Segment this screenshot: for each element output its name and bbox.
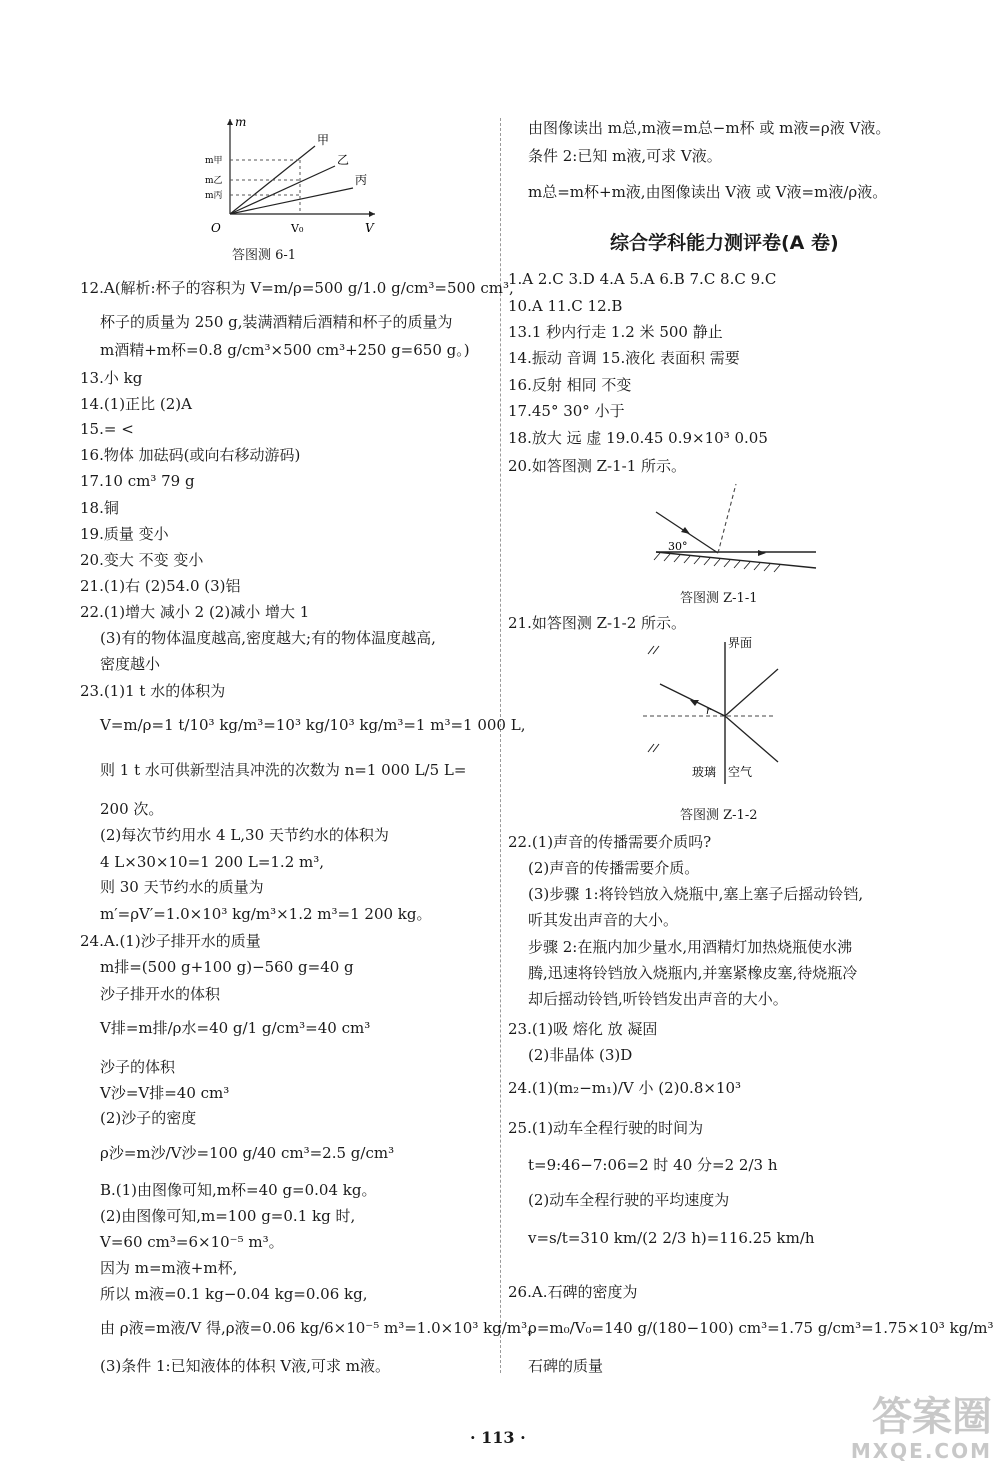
answer-line: 24.A.(1)沙子排开水的质量: [80, 932, 261, 950]
answer-line: 22.(1)增大 减小 2 (2)减小 增大 1: [80, 603, 310, 621]
m-bing-label: m丙: [205, 191, 223, 201]
answer-line: 由 ρ液=m液/V 得,ρ液=0.06 kg/6×10⁻⁵ m³=1.0×10³ kg/m³。: [100, 1319, 543, 1337]
figure-caption-z-1-1: 答图测 Z-1-1: [680, 591, 758, 606]
answer-line: ρ沙=m沙/V沙=100 g/40 cm³=2.5 g/cm³: [100, 1144, 395, 1162]
figure-z-1-1: [626, 482, 836, 574]
answer-line: 22.(1)声音的传播需要介质吗?: [508, 833, 712, 851]
answer-line: (2)沙子的密度: [100, 1109, 197, 1127]
line-bing-label: 丙: [355, 173, 368, 187]
glass-label: 玻璃: [692, 765, 717, 779]
axis-m-label: m: [235, 115, 247, 129]
angle-label: 30°: [668, 540, 688, 553]
answer-line: 沙子排开水的体积: [100, 985, 221, 1003]
answer-line: 则 1 t 水可供新型洁具冲洗的次数为 n=1 000 L/5 L=: [100, 761, 467, 779]
answer-line: 杯子的质量为 250 g,装满酒精后酒精和杯子的质量为: [100, 313, 453, 331]
answer-line: 12.A(解析:杯子的容积为 V=m/ρ=500 g/1.0 g/cm³=500 cm³,: [80, 279, 514, 297]
column-divider: [500, 118, 501, 1373]
answer-line: 密度越小: [100, 655, 161, 673]
v-axis-label: V: [365, 221, 374, 235]
answer-line: V=m/ρ=1 t/10³ kg/m³=10³ kg/10³ kg/m³=1 m³=1 000 L,: [100, 716, 526, 734]
answer-line: 听其发出声音的大小。: [528, 911, 679, 929]
watermark-title: 答案圈: [872, 1394, 992, 1440]
origin-label: O: [211, 221, 221, 235]
answer-line: 1.A 2.C 3.D 4.A 5.A 6.B 7.C 8.C 9.C: [508, 270, 777, 288]
answer-line: 13.1 秒内行走 1.2 米 500 静止: [508, 323, 723, 341]
answer-line: (3)有的物体温度越高,密度越大;有的物体温度越高,: [100, 629, 436, 647]
answer-line: 因为 m=m液+m杯,: [100, 1259, 238, 1277]
answer-line: 条件 2:已知 m液,可求 V液。: [528, 147, 722, 165]
answer-line: 14.振动 音调 15.液化 表面积 需要: [508, 349, 740, 367]
answer-line: 20.变大 不变 变小: [80, 551, 204, 569]
answer-line: 200 次。: [100, 800, 164, 818]
answer-line: 23.(1)1 t 水的体积为: [80, 682, 226, 700]
r-label: r: [706, 706, 711, 717]
answer-line: 16.物体 加砝码(或向右移动游码): [80, 446, 301, 464]
answer-line: 21.(1)右 (2)54.0 (3)铝: [80, 577, 241, 595]
answer-line: 24.(1)(m₂−m₁)/V 小 (2)0.8×10³: [508, 1079, 742, 1097]
line-jia-label: 甲: [317, 133, 330, 147]
figure-z-1-2: [638, 634, 823, 784]
figure-caption-z-1-2: 答图测 Z-1-2: [680, 808, 758, 823]
answer-line: 19.质量 变小: [80, 525, 169, 543]
answer-line: m排=(500 g+100 g)−560 g=40 g: [100, 958, 354, 976]
answer-line: (2)声音的传播需要介质。: [528, 859, 700, 877]
answer-line: 4 L×30×10=1 200 L=1.2 m³,: [100, 853, 325, 871]
answer-line: 17.45° 30° 小于: [508, 402, 625, 420]
answer-line: 所以 m液=0.1 kg−0.04 kg=0.06 kg,: [100, 1285, 368, 1303]
answer-line: 23.(1)吸 熔化 放 凝固: [508, 1020, 658, 1038]
watermark: [851, 1395, 992, 1463]
section-heading: 综合学科能力测评卷(A 卷): [610, 232, 839, 254]
answer-line: V沙=V排=40 cm³: [100, 1084, 230, 1102]
answer-line: 16.反射 相同 不变: [508, 376, 632, 394]
answer-line: 13.小 kg: [80, 369, 143, 387]
answer-line: V=60 cm³=6×10⁻⁵ m³。: [100, 1233, 284, 1251]
answer-line: (2)非晶体 (3)D: [528, 1046, 633, 1064]
answer-line: 20.如答图测 Z-1-1 所示。: [508, 457, 687, 475]
m-jia-label: m甲: [205, 156, 223, 166]
answer-line: 25.(1)动车全程行驶的时间为: [508, 1119, 704, 1137]
answer-line: (2)动车全程行驶的平均速度为: [528, 1191, 730, 1209]
m-yi-label: m乙: [205, 176, 223, 186]
answer-line: 由图像读出 m总,m液=m总−m杯 或 m液=ρ液 V液。: [528, 119, 891, 137]
air-label: 空气: [728, 765, 753, 779]
answer-line: 却后摇动铃铛,听铃铛发出声音的大小。: [528, 990, 788, 1008]
answer-line: 10.A 11.C 12.B: [508, 297, 623, 315]
answer-line: 21.如答图测 Z-1-2 所示。: [508, 614, 687, 632]
answer-line: 沙子的体积: [100, 1058, 176, 1076]
answer-line: (2)每次节约用水 4 L,30 天节约水的体积为: [100, 826, 389, 844]
answer-line: 26.A.石碑的密度为: [508, 1283, 638, 1301]
answer-line: ρ=m₀/V₀=140 g/(180−100) cm³=1.75 g/cm³=1.75×10³ kg/m³: [528, 1319, 994, 1337]
answer-line: 18.放大 远 虚 19.0.45 0.9×10³ 0.05: [508, 429, 768, 447]
figure-6-1: [205, 114, 390, 236]
answer-line: m′=ρV′=1.0×10³ kg/m³×1.2 m³=1 200 kg。: [100, 905, 432, 923]
interface-label: 界面: [728, 636, 753, 650]
figure-caption-6-1: 答图测 6-1: [232, 248, 297, 263]
answer-line: (2)由图像可知,m=100 g=0.1 kg 时,: [100, 1207, 356, 1225]
answer-line: 18.铜: [80, 499, 119, 517]
answer-line: 石碑的质量: [528, 1357, 604, 1375]
answer-line: 步骤 2:在瓶内加少量水,用酒精灯加热烧瓶使水沸: [528, 938, 853, 956]
answer-line: t=9:46−7:06=2 时 40 分=2 2/3 h: [528, 1156, 778, 1174]
answer-line: 15.= <: [80, 420, 134, 438]
answer-line: 14.(1)正比 (2)A: [80, 395, 192, 413]
answer-line: 腾,迅速将铃铛放入烧瓶内,并塞紧橡皮塞,待烧瓶冷: [528, 964, 858, 982]
answer-line: (3)步骤 1:将铃铛放入烧瓶中,塞上塞子后摇动铃铛,: [528, 885, 864, 903]
answer-line: v=s/t=310 km/(2 2/3 h)=116.25 km/h: [528, 1229, 815, 1247]
answer-line: 17.10 cm³ 79 g: [80, 472, 195, 490]
answer-line: m酒精+m杯=0.8 g/cm³×500 cm³+250 g=650 g。): [100, 341, 470, 359]
answer-line: (3)条件 1:已知液体的体积 V液,可求 m液。: [100, 1357, 390, 1375]
watermark-url: MXQE.COM: [850, 1439, 992, 1463]
page-number: · 113 ·: [470, 1428, 526, 1447]
answer-line: 则 30 天节约水的质量为: [100, 878, 264, 896]
line-yi-label: 乙: [337, 153, 350, 167]
answer-line: m总=m杯+m液,由图像读出 V液 或 V液=m液/ρ液。: [528, 183, 888, 201]
answer-line: B.(1)由图像可知,m杯=40 g=0.04 kg。: [100, 1181, 377, 1199]
answer-line: V排=m排/ρ水=40 g/1 g/cm³=40 cm³: [100, 1019, 371, 1037]
v0-label: V₀: [291, 222, 304, 235]
